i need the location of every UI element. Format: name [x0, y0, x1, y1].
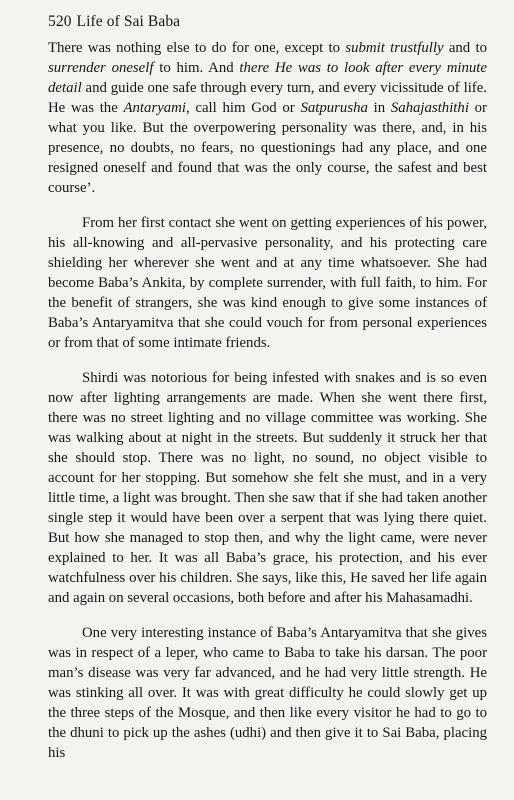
text-run: Shirdi was notorious for being infested with snakes and is so even now after lighting arrangements are made. When she went there first, there was no street lighting and no village committee was working. She was walking about at night in the streets. But suddenly it struck her that she should stop. There was no light, no sound, no object visible to account for her stopping. But somehow she felt she must, and in a very little time, a light was brought. Then she saw that if she had taken another single step it would have been over a serpent that was lying there quiet. But how she managed to stop then, and why the light came, were never explained to her. It was all Baba’s grace, his protection, and his ever watchfulness over his children. She says, like this, He saved her life again and again on several occasions, both before and after his Mahasamadhi.: [48, 370, 487, 606]
running-title: Life of Sai Baba: [76, 13, 181, 30]
italic-text: submit trustfully: [345, 40, 444, 56]
text-run: in: [367, 100, 391, 116]
paragraph-3: [48, 368, 487, 608]
paragraph-4: [48, 623, 487, 763]
italic-text: Satpurusha: [300, 100, 368, 116]
page-number: 520: [48, 13, 72, 30]
italic-text: surrender oneself: [48, 60, 154, 76]
text-run: or what you like. But the overpowering personality was there, and, in his presence, no doubts, no fears, no questionings had any place, and one resigned oneself and found that was the only course, the safest and best course’.: [48, 100, 487, 196]
body-text: [48, 38, 487, 763]
text-run: and guide one safe through every turn, and every vicissitude of life. He was the: [48, 80, 487, 116]
text-run: From her first contact she went on getting experiences of his power, his all-knowing and all-pervasive personality, and his protecting care shielding her wherever she went and at any time whatsoever. She had become Baba’s Ankita, by complete surrender, with full faith, to him. For the benefit of strangers, she was kind enough to give some instances of Baba’s Antaryamitva that she could vouch for from personal experiences or from that of some intimate friends.: [48, 215, 487, 351]
italic-text: there He was to look after every minute detail: [48, 60, 487, 96]
paragraph-2: [48, 213, 487, 353]
running-header: [48, 12, 487, 32]
text-run: There was nothing else to do for one, except to: [48, 40, 346, 56]
italic-text: Sahajasthithi: [390, 100, 469, 116]
text-run: One very interesting instance of Baba’s Antaryamitva that she gives was in respect of a leper, who came to Baba to take his darsan. The poor man’s disease was very far advanced, and he had very little strength. He was stinking all over. It was with great difficulty he could slowly get up the three steps of the Mosque, and then like every visitor he had to go to the dhuni to pick up the ashes (udhi) and then give it to Sai Baba, placing his: [48, 625, 487, 761]
text-run: to him. And: [153, 60, 240, 76]
italic-text: Antaryami,: [123, 100, 190, 116]
paragraph-1: [48, 38, 487, 198]
text-run: and to: [443, 40, 487, 56]
text-run: call him God or: [189, 100, 301, 116]
